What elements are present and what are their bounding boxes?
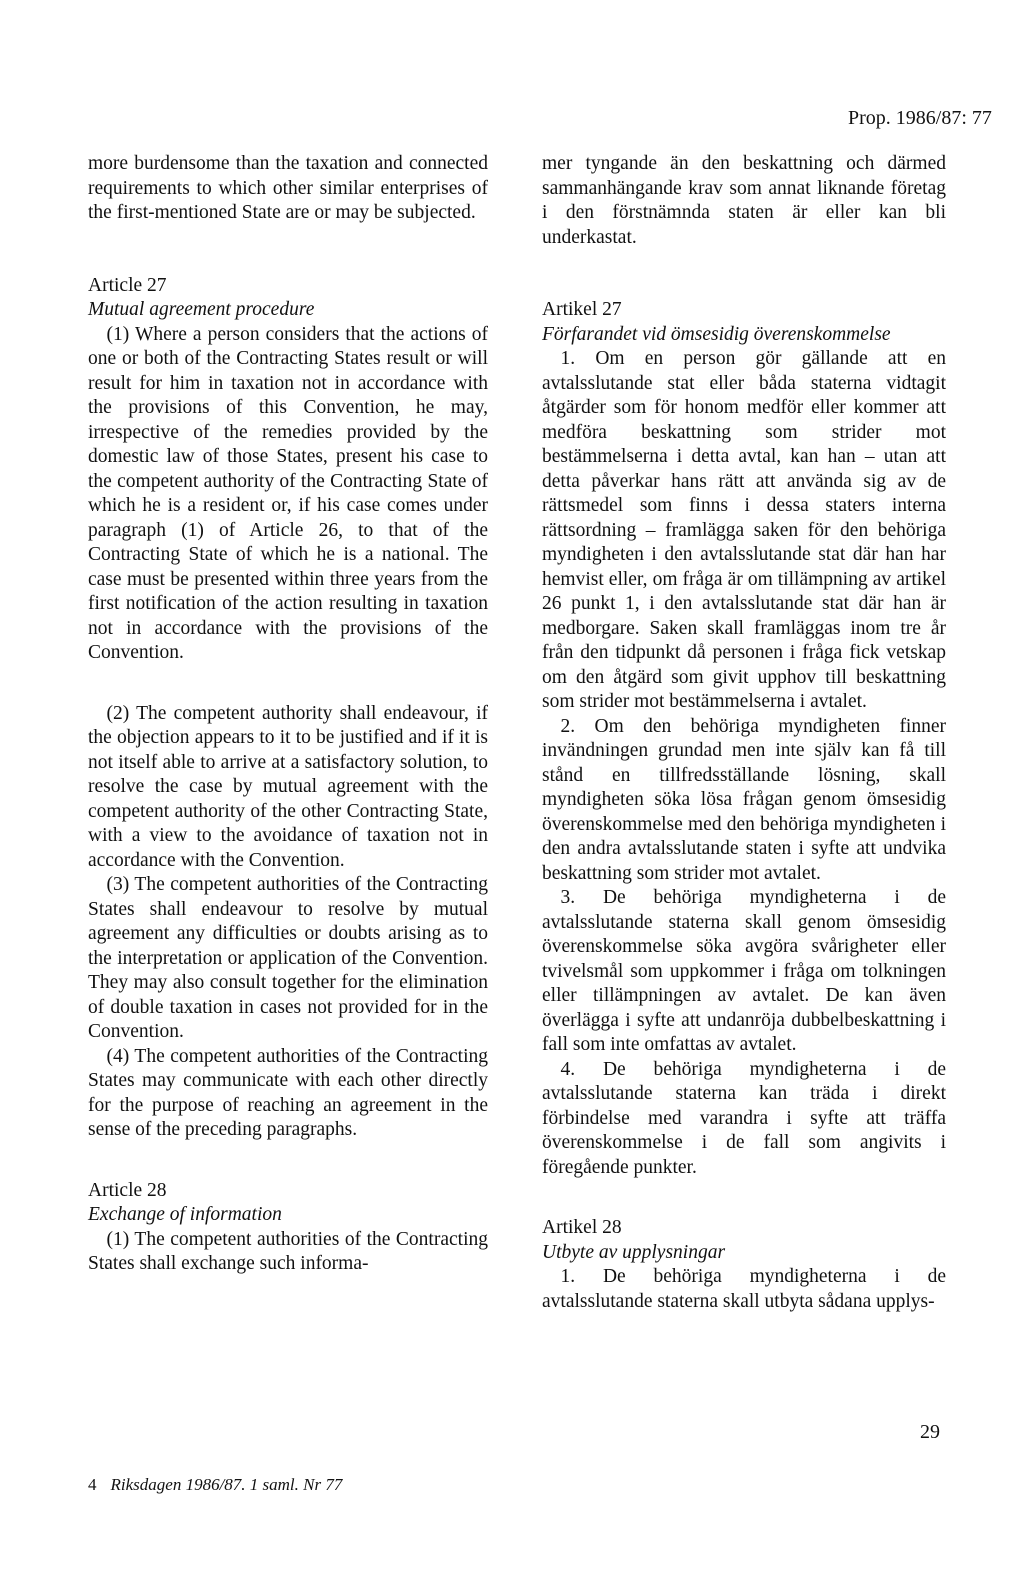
english-column — [88, 152, 488, 1277]
artikel-28-subtitle: Utbyte av upplysningar — [542, 1241, 726, 1263]
article-27-title: Article 27 — [88, 274, 167, 296]
artikel-27-title: Artikel 27 — [542, 299, 622, 320]
article-27-paragraph-1: (1) Where a person considers that the actions of one or both of the Contracting States result or will result for him in taxation not in accordance with the provisions of this Convention, he may, irrespective of the remedies provided by the domestic law of those States, present his case to the competent authority of the Contracting State of which he is a resident or, if his case comes under paragraph (1) of Article 26, to that of the Contracting State of which he is a national. The case must be presented within three years from the first notification of the action resulting in taxation not in accordance with the provisions of the Convention. — [88, 323, 488, 663]
article-27-paragraph-4: (4) The competent authorities of the Contracting States may communicate with each other directly for the purpose of reaching an agreement in the sense of the preceding paragraphs. — [88, 1045, 488, 1140]
article-27-paragraph-2: (2) The competent authority shall endeavour, if the objection appears to it to be justified and if it is not itself able to arrive at a satisfactory solution, to resolve the case by mutual agreement with the competent authority of the other Contracting State, with a view to the avoidance of taxation not in accordance with the Convention. — [88, 702, 488, 871]
page-number: 29 — [920, 1421, 940, 1443]
artikel-27-paragraph-4: 4. De behöriga myndigheterna i de avtalsslutande staterna kan träda i direkt förbindelse med varandra i syfte att träffa överenskommelse i de fall som angivits i föregående punkter. — [542, 1058, 946, 1178]
article-27-paragraph-3: (3) The competent authorities of the Contracting States shall endeavour to resolve by mutual agreement any difficulties or doubts arising as to the interpretation or application of the Convention. They may also consult together for the elimination of double taxation in cases not provided for in the Convention. — [88, 874, 488, 1042]
artikel-28-title: Artikel 28 — [542, 1217, 622, 1238]
article-27-subtitle: Mutual agreement procedure — [88, 299, 315, 320]
article-28-subtitle: Exchange of information — [88, 1204, 282, 1225]
artikel-27-paragraph-2: 2. Om den behöriga myndigheten finner invändningen grundad men inte själv kan få till stånd en tillfredsställande lösning, skall myndigheten söka lösa frågan genom ömsesidig överenskommelse med den behöriga myndigheten i den andra avtalsslutande staten i syfte att undvika beskattning som strider mot avtalet. — [542, 715, 946, 884]
artikel-27-paragraph-1: 1. Om en person gör gällande att en avtalsslutande stat eller båda staterna vidtagit åtgärder som för honom medför eller kommer att medföra beskattning som strider mot bestämmelserna i detta avtal, kan han – utan att detta påverkar hans rätt att använda sig av de rättsmedel som finns i dessa staters interna rättsordning – framlägga saken för den behöriga myndigheten i den avtalsslutande stat där han har hemvist eller, om fråga är om tillämpning av artikel 26 punkt 1, i den avtalsslutande stat där han är medborgare. Saken skall framläggas inom tre år från den tidpunkt då personen i fråga fick vetskap om den åtgärd som givit upphov till beskattning som strider mot bestämmelserna i avtalet. — [542, 348, 946, 712]
swedish-column — [542, 152, 946, 1314]
artikel-28-paragraph-1: 1. De behöriga myndigheterna i de avtalsslutande staterna skall utbyta sådana upplys- — [542, 1266, 946, 1312]
artikel-27-paragraph-3: 3. De behöriga myndigheterna i de avtalsslutande staterna skall genom ömsesidig överenskommelse söka avgöra svårigheter eller tvivelsmål som uppkommer i fråga om tolkningen eller tillämpningen av avtalet. De kan även överlägga i syfte att undanröja dubbelbeskattning i fall som inte omfattas av avtalet. — [542, 887, 946, 1055]
footer-source: Riksdagen 1986/87. 1 saml. Nr 77 — [110, 1475, 343, 1494]
article-28-title: Article 28 — [88, 1179, 167, 1201]
article-28-paragraph-1: (1) The competent authorities of the Contracting States shall exchange such informa- — [88, 1228, 488, 1274]
intro-paragraph: mer tyngande än den beskattning och därmed sammanhängande krav som annat liknande företag i den förstnämnda staten är eller kan bli underkastat. — [542, 153, 946, 248]
proposition-reference: Prop. 1986/87: 77 — [848, 107, 992, 129]
artikel-27-subtitle: Förfarandet vid ömsesidig överenskommelse — [542, 323, 891, 345]
intro-paragraph: more burdensome than the taxation and connected requirements to which other similar enterprises of the first-mentioned State are or may be subjected. — [88, 153, 488, 223]
footer-sheet-number: 4 — [88, 1475, 97, 1494]
page-footer — [88, 1474, 342, 1496]
